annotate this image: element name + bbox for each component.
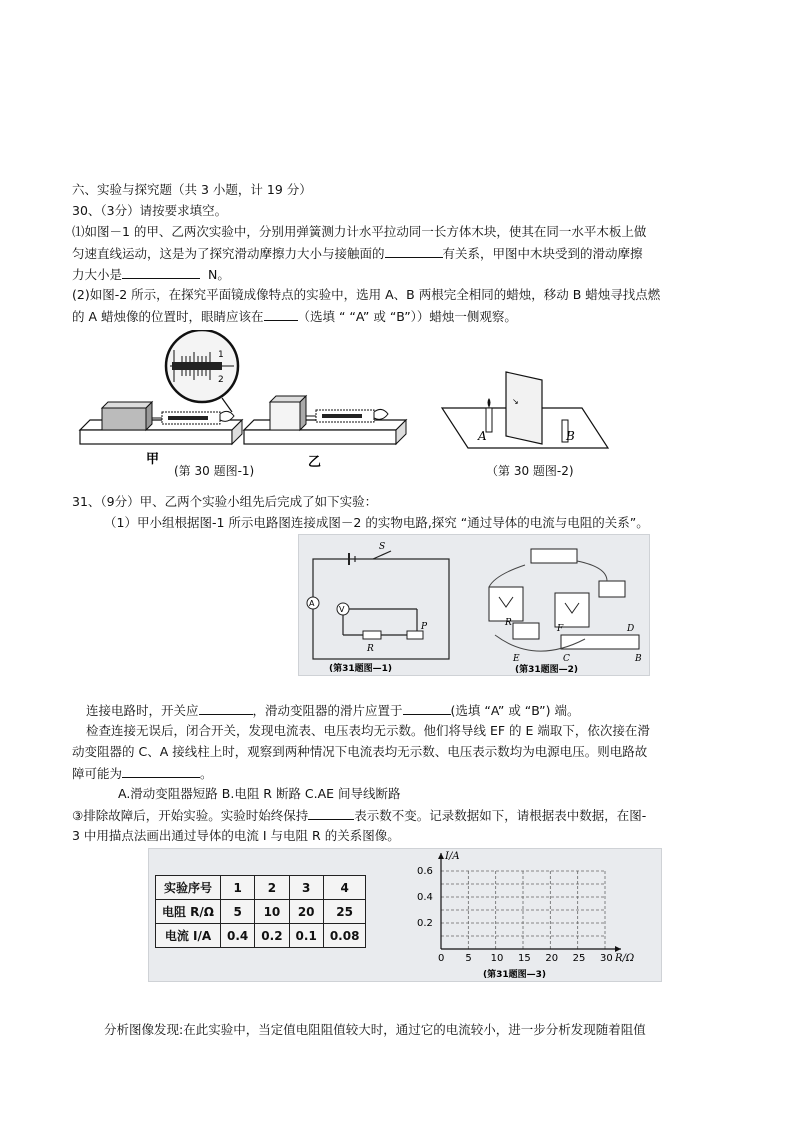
q31-part1: （1）甲小组根据图-1 所示电路图连接成图－2 的实物电路,探究 “通过导体的电流与电阻的关系”。 xyxy=(104,515,649,530)
y-axis-arrow xyxy=(438,853,444,859)
circuit-diagram xyxy=(299,535,649,675)
table-cell: 5 xyxy=(221,900,255,924)
candle-b-label: B xyxy=(566,429,575,443)
candle-a-label: A xyxy=(478,429,487,443)
gauge-label-1: 1 xyxy=(218,350,224,360)
svg-text:C: C xyxy=(563,654,570,664)
q31-analysis: 分析图像发现:在此实验中，当定值电阻阻值较大时，通过它的电流较小，进一步分析发现随着阻值 xyxy=(104,1022,646,1037)
voltmeter-symbol: V xyxy=(339,605,345,614)
q31-line-keep: ③排除故障后，开始实验。实验时始终保持 表示数不变。记录数据如下，请根据表中数据，在图- xyxy=(72,805,646,826)
table-header-cell: 3 xyxy=(289,876,323,900)
q30-part2-line1: (2)如图-2 所示，在探究平面镜成像特点的实验中，选用 A、B 两根完全相同的蜡烛，移动 B 蜡烛寻找点燃 xyxy=(72,287,661,302)
friction-experiment-figure xyxy=(72,330,412,470)
table-cell: 20 xyxy=(289,900,323,924)
fig30-1-caption: (第 30 题图-1) xyxy=(174,464,255,478)
q31-line-observe: 动变阻器的 C、A 接线柱上时，观察到两种情况下电流表均无示数、电压表示数均为电源电压。则电路故 xyxy=(72,744,648,759)
table-cell: 25 xyxy=(323,900,366,924)
table-cell: 0.4 xyxy=(221,924,255,948)
svg-text:F: F xyxy=(557,624,564,634)
gauge-label-2: 2 xyxy=(218,375,224,385)
x-tick-label: 25 xyxy=(572,953,586,964)
answer-blank-4[interactable] xyxy=(199,700,253,715)
table-cell: 电流 I/A xyxy=(156,924,221,948)
graph-caption: (第31题图—3) xyxy=(483,970,547,980)
y-tick-label: 0.6 xyxy=(417,866,433,877)
answer-blank-6[interactable] xyxy=(122,763,200,778)
x-tick-label: 20 xyxy=(545,953,559,964)
table-header-cell: 4 xyxy=(323,876,366,900)
table-graph-figure xyxy=(148,848,662,982)
answer-blank-2[interactable] xyxy=(122,264,200,279)
q30-part2-line2: 的 A 蜡烛像的位置时，眼睛应该在 （选填 “ “A” 或 “B”））蜡烛一侧观察。 xyxy=(72,306,517,327)
resistor-label: R xyxy=(367,644,374,654)
data-table xyxy=(155,875,366,948)
svg-text:E: E xyxy=(513,654,520,664)
q31-line-switch: 连接电路时，开关应 ，滑动变阻器的滑片应置于 (选填 “A” 或 “B”) 端。 xyxy=(86,700,579,721)
q31-line-plot: 3 中用描点法画出通过导体的电流 I 与电阻 R 的关系图像。 xyxy=(72,828,400,843)
circuit-caption-2: (第31题图—2) xyxy=(515,665,579,675)
svg-text:B: B xyxy=(635,654,642,664)
table-cell: 10 xyxy=(255,900,289,924)
table-cell: 0.1 xyxy=(289,924,323,948)
x-tick-label: 5 xyxy=(465,953,472,964)
svg-text:↘: ↘ xyxy=(512,397,519,406)
q31-options: A.滑动变阻器短路 B.电阻 R 断路 C.AE 间导线断路 xyxy=(118,786,401,801)
q30-heading: 30、（3分）请按要求填空。 xyxy=(72,203,228,218)
table-header-cell: 1 xyxy=(221,876,255,900)
svg-text:D: D xyxy=(627,624,635,634)
current-resistance-graph xyxy=(409,849,661,981)
circuit-caption-1: (第31题图—1) xyxy=(329,664,393,674)
table-header-row xyxy=(156,876,366,900)
y-axis-label: I/A xyxy=(445,851,460,862)
answer-blank-1[interactable] xyxy=(385,243,443,258)
answer-blank-3[interactable] xyxy=(264,306,298,321)
x-tick-label: 0 xyxy=(438,953,445,964)
x-tick-label: 15 xyxy=(518,953,531,964)
svg-text:R: R xyxy=(505,618,512,628)
q31-line-check: 检查连接无误后，闭合开关，发现电流表、电压表均无示数。他们将导线 EF 的 E 端取下，依次接在滑 xyxy=(86,723,650,738)
section-title: 六、实验与探究题（共 3 小题，计 19 分） xyxy=(72,182,312,197)
x-axis-label: R/Ω xyxy=(615,953,635,964)
table-header-cell: 2 xyxy=(255,876,289,900)
label-jia: 甲 xyxy=(146,452,160,467)
label-yi: 乙 xyxy=(308,455,322,470)
q30-part1-line1: ⑴如图－1 的甲、乙两次实验中，分别用弹簧测力计水平拉动同一长方体木块，使其在同一水平木板上做 xyxy=(72,224,647,239)
table-row xyxy=(156,924,366,948)
table-row xyxy=(156,900,366,924)
fig30-2-caption: （第 30 题图-2) xyxy=(486,464,574,478)
table-header-cell: 实验序号 xyxy=(156,876,221,900)
ammeter-symbol: A xyxy=(309,599,315,608)
x-tick-label: 30 xyxy=(600,953,613,964)
x-tick-label: 10 xyxy=(490,953,504,964)
x-axis-arrow xyxy=(615,946,621,952)
q31-line-fault: 障可能为 。 xyxy=(72,763,213,784)
answer-blank-7[interactable] xyxy=(308,805,354,820)
circuit-figure xyxy=(298,534,650,676)
table-cell: 0.08 xyxy=(323,924,366,948)
y-tick-label: 0.2 xyxy=(417,918,433,929)
q30-part1-line3: 力大小是 N。 xyxy=(72,264,230,285)
answer-blank-5[interactable] xyxy=(403,700,451,715)
switch-label: S xyxy=(379,542,386,552)
table-cell: 电阻 R/Ω xyxy=(156,900,221,924)
q31-heading: 31、（9分）甲、乙两个实验小组先后完成了如下实验： xyxy=(72,494,378,509)
table-cell: 0.2 xyxy=(255,924,289,948)
q30-part1-line2: 匀速直线运动，这是为了探究滑动摩擦力大小与接触面的 有关系，甲图中木块受到的滑动摩擦 xyxy=(72,243,643,264)
slider-label: P xyxy=(421,622,428,632)
y-tick-label: 0.4 xyxy=(417,892,433,903)
plane-mirror-figure xyxy=(432,368,612,458)
